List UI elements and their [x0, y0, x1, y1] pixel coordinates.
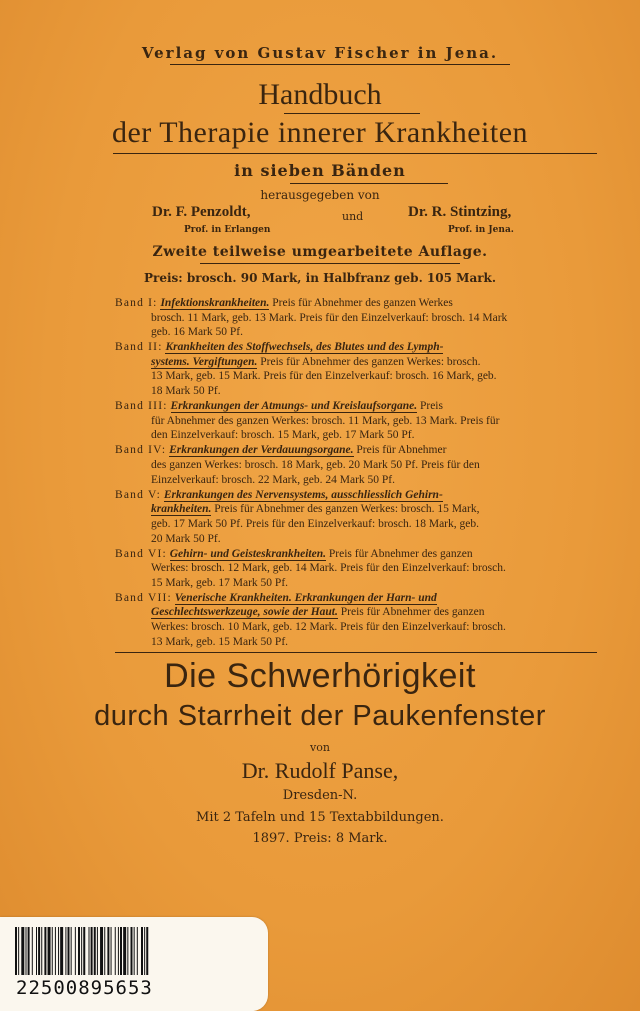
volumes-line: in sieben Bänden: [234, 161, 406, 180]
band-title-cont: krankheiten.: [151, 503, 212, 516]
edition-rule: [200, 263, 460, 264]
publisher-rule: [170, 64, 510, 65]
barcode-icon: [15, 927, 253, 975]
band-label: Band VII:: [115, 591, 172, 604]
band-text: Werkes: brosch. 10 Mark, geb. 12 Mark. Preis für den Einzelverkauf: brosch.: [151, 621, 506, 634]
band-label: Band III:: [115, 400, 168, 413]
band-text: für Abnehmer des ganzen Werkes: brosch. 11 Mark, geb. 13 Mark. Preis für: [151, 414, 500, 427]
band-text: Einzelverkauf: brosch. 22 Mark, geb. 24 Mark 50 Pf.: [151, 473, 395, 486]
editor2-place: Prof. in Jena.: [448, 225, 514, 235]
band-text: 20 Mark 50 Pf.: [151, 532, 221, 545]
book-city: Dresden-N.: [282, 788, 358, 803]
band-text: geb. 17 Mark 50 Pf. Preis für den Einzelverkauf: brosch. 18 Mark, geb.: [151, 517, 479, 530]
and-word: und: [342, 210, 364, 223]
band-text: brosch. 11 Mark, geb. 13 Mark. Preis für den Einzelverkauf: brosch. 14 Mark: [151, 311, 508, 324]
volumes-rule: [290, 183, 448, 184]
edition-line: Zweite teilweise umgearbeitete Auflage.: [152, 244, 488, 260]
band-title: Erkrankungen der Atmungs- und Kreislaufsorgane.: [170, 400, 418, 413]
book-author: Dr. Rudolf Panse,: [241, 758, 399, 783]
band-label: Band VI:: [115, 547, 167, 560]
book-title-line1: Die Schwerhörigkeit: [164, 657, 476, 695]
band-label: Band I:: [115, 297, 158, 309]
band-title: Venerische Krankheiten. Erkrankungen der Harn- und: [174, 591, 437, 604]
band-title: Krankheiten des Stoffwechsels, des Blutes und des Lymph-: [165, 341, 444, 354]
band-entry: [115, 443, 597, 487]
band-title-cont: Geschlechtswerkzeuge, sowie der Haut.: [151, 606, 338, 619]
band-label: Band V:: [115, 488, 161, 501]
band-text: 13 Mark, geb. 15 Mark. Preis für den Einzelverkauf: brosch. 16 Mark, geb.: [151, 370, 497, 383]
section-divider: [115, 652, 597, 653]
band-text: geb. 16 Mark 50 Pf.: [151, 326, 243, 339]
edited-by: herausgegeben von: [260, 188, 380, 202]
book-year-price: 1897. Preis: 8 Mark.: [252, 831, 388, 846]
band-label: Band II:: [115, 341, 163, 354]
band-text: 18 Mark 50 Pf.: [151, 385, 221, 398]
barcode-number: 22500895653: [16, 977, 153, 999]
book-von: von: [310, 741, 330, 754]
title-rule-long: [113, 153, 597, 154]
band-text: den Einzelverkauf: brosch. 15 Mark, geb. 17 Mark 50 Pf.: [151, 429, 415, 442]
editor1-name: Dr. F. Penzoldt,: [152, 204, 251, 220]
band-text: Preis für Abnehmer des ganzen Werkes: brosch.: [257, 355, 481, 368]
barcode-label: [0, 917, 268, 1011]
price-line: Preis: brosch. 90 Mark, in Halbfranz geb. 105 Mark.: [143, 271, 497, 285]
band-title: Erkrankungen der Verdauungsorgane.: [169, 444, 354, 457]
band-entry: [115, 296, 597, 340]
band-text: Preis für Abnehmer des ganzen Werkes: brosch. 15 Mark,: [211, 503, 480, 516]
band-entry: [115, 340, 597, 398]
band-title: Erkrankungen des Nervensystems, ausschliesslich Gehirn-: [163, 488, 443, 501]
band-text: Preis für Abnehmer des ganzen Werkes: [269, 297, 453, 309]
band-text: Werkes: brosch. 12 Mark, geb. 14 Mark. Preis für den Einzelverkauf: brosch.: [151, 562, 506, 575]
handbook-title-line2: der Therapie innerer Krankheiten: [111, 116, 529, 149]
band-entry: [115, 399, 597, 443]
publisher-line: Verlag von Gustav Fischer in Jena.: [141, 44, 499, 62]
book-title-line2: durch Starrheit der Paukenfenster: [94, 700, 546, 732]
band-entry: [115, 488, 597, 546]
band-title: Gehirn- und Geisteskrankheiten.: [169, 547, 326, 560]
band-text: Preis: [417, 400, 443, 413]
editor1-place: Prof. in Erlangen: [184, 225, 271, 235]
band-label: Band IV:: [115, 444, 167, 457]
band-text: Preis für Abnehmer des ganzen: [337, 606, 485, 619]
volumes-list: [115, 296, 597, 650]
band-text: des ganzen Werkes: brosch. 18 Mark, geb. 20 Mark 50 Pf. Preis für den: [151, 459, 480, 472]
band-text: Preis für Abnehmer des ganzen: [325, 547, 473, 560]
band-entry: [115, 591, 597, 649]
band-text: Preis für Abnehmer: [353, 444, 447, 457]
band-text: 13 Mark, geb. 15 Mark 50 Pf.: [151, 635, 289, 648]
editor2-name: Dr. R. Stintzing,: [408, 204, 512, 220]
book-plates: Mit 2 Tafeln und 15 Textabbildungen.: [196, 810, 444, 825]
band-text: 15 Mark, geb. 17 Mark 50 Pf.: [151, 576, 289, 589]
band-entry: [115, 547, 597, 591]
band-title-cont: systems. Vergiftungen.: [151, 355, 258, 368]
handbook-title-line1: Handbuch: [258, 78, 382, 111]
band-title: Infektionskrankheiten.: [160, 297, 270, 309]
title-rule-short: [284, 113, 420, 114]
